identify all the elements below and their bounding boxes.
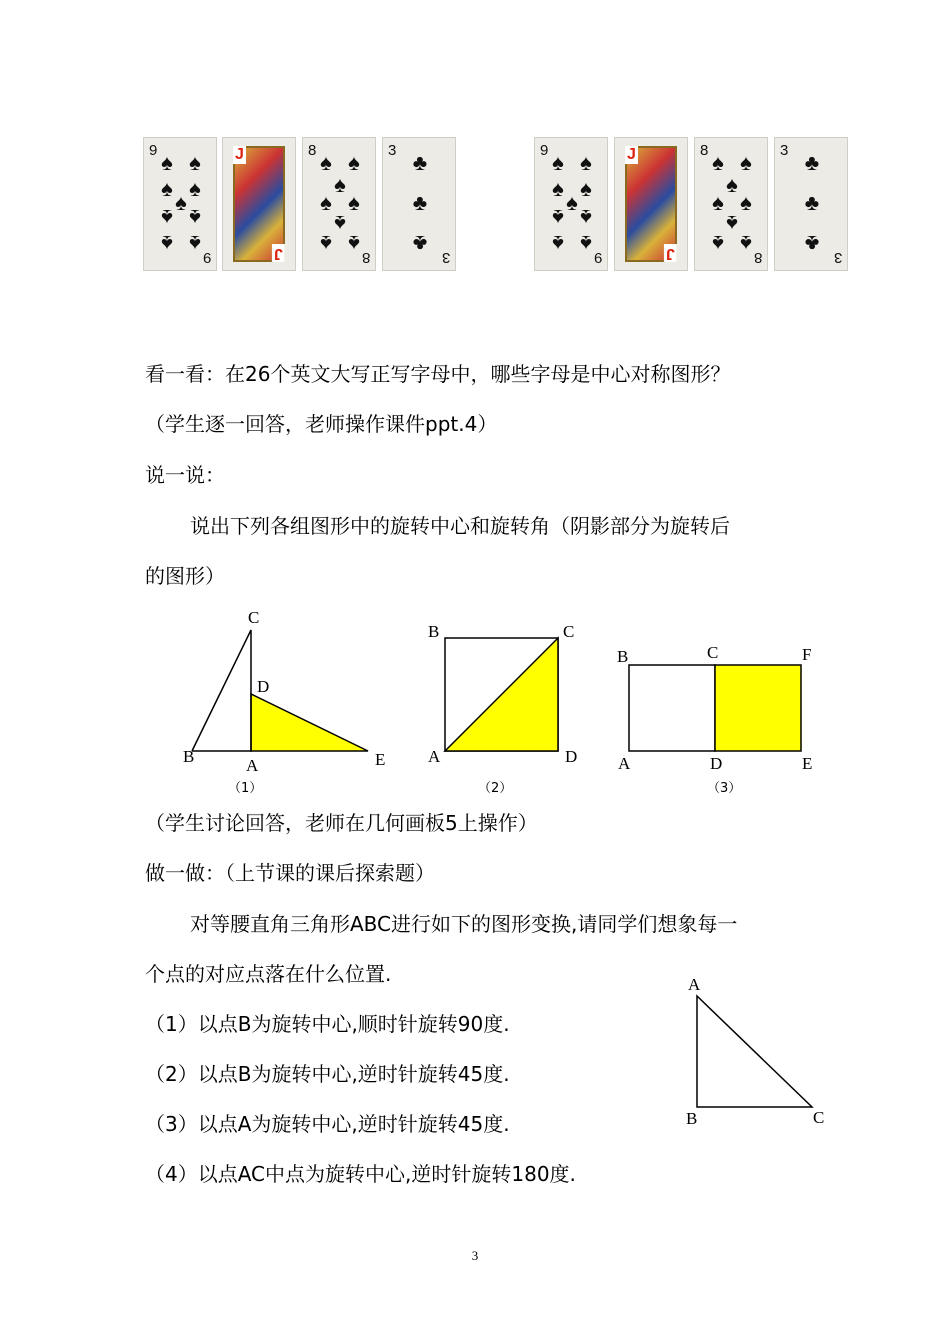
- suit-pip-icon: ♠: [320, 231, 332, 256]
- playing-card-8-spades: 8 8 ♠ ♠ ♠ ♠ ♠ ♠ ♠ ♠: [694, 137, 768, 271]
- discuss-note: （学生讨论回答，老师在几何画板5上操作）: [145, 811, 538, 835]
- suit-pip-icon: ♠: [726, 211, 738, 236]
- card-pips: [315, 152, 363, 256]
- fig2-label-C: C: [563, 622, 575, 641]
- suit-pip-icon: ♣: [412, 231, 428, 256]
- fig3-label-D: D: [710, 754, 723, 773]
- playing-card-jack-diamonds: [222, 137, 296, 271]
- suit-pip-icon: ♠: [320, 150, 332, 175]
- suit-pip-icon: ♠: [712, 231, 724, 256]
- say-description-line1: 说出下列各组图形中的旋转中心和旋转角（阴影部分为旋转后: [190, 514, 730, 538]
- suit-pip-icon: ♠: [189, 231, 201, 256]
- task-item-4: （4）以点AC中点为旋转中心,逆时针旋转180度.: [145, 1162, 576, 1186]
- suit-pip-icon: ♠: [740, 190, 752, 215]
- suit-pip-icon: ♠: [726, 172, 738, 197]
- say-title: 说一说：: [145, 463, 225, 487]
- suit-pip-icon: ♠: [348, 150, 360, 175]
- playing-card-3-clubs: 3 3 ♣ ♣ ♣: [382, 137, 456, 271]
- fig1-label-D: D: [257, 677, 270, 696]
- card-pips: [156, 152, 204, 256]
- suit-pip-icon: ♣: [804, 231, 820, 256]
- playing-card-jack-diamonds: [614, 137, 688, 271]
- suit-pip-icon: ♠: [580, 176, 592, 201]
- card-pips: [707, 152, 755, 256]
- suit-pip-icon: ♠: [334, 172, 346, 197]
- triangle-abc: [697, 996, 812, 1107]
- card-pips: [395, 152, 443, 256]
- figure-2: [428, 622, 577, 796]
- fig3-shaded-square: [715, 665, 801, 751]
- fig2-label-B: B: [428, 622, 440, 641]
- suit-pip-icon: ♠: [348, 190, 360, 215]
- do-description-line2: 个点的对应点落在什么位置.: [145, 962, 392, 986]
- fig1-caption: （1）: [228, 781, 263, 796]
- playing-card-9-spades: 9 9 ♠ ♠ ♠ ♠ ♠ ♠ ♠ ♠ ♠: [534, 137, 608, 271]
- suit-pip-icon: ♠: [552, 231, 564, 256]
- say-description-line2: 的图形）: [145, 564, 225, 588]
- tri-label-B: B: [686, 1109, 698, 1128]
- suit-pip-icon: ♠: [320, 190, 332, 215]
- suit-pip-icon: ♣: [412, 190, 428, 215]
- suit-pip-icon: ♠: [175, 190, 187, 215]
- suit-pip-icon: ♠: [552, 150, 564, 175]
- fig3-label-E: E: [802, 754, 813, 773]
- fig2-label-D: D: [565, 747, 578, 766]
- jack-face-image: J J: [235, 146, 283, 262]
- suit-pip-icon: ♠: [189, 176, 201, 201]
- card-pips: [787, 152, 835, 256]
- fig3-caption: （3）: [707, 781, 742, 796]
- look-note: （学生逐一回答，老师操作课件ppt.4）: [145, 412, 498, 436]
- look-question: 看一看：在26个英文大写正写字母中，哪些字母是中心对称图形？: [145, 362, 731, 386]
- page-number: 3: [471, 1248, 479, 1263]
- suit-pip-icon: ♠: [189, 205, 201, 230]
- suit-pip-icon: ♠: [161, 176, 173, 201]
- suit-pip-icon: ♠: [161, 231, 173, 256]
- do-title: 做一做：（上节课的课后探索题）: [145, 861, 435, 885]
- suit-pip-icon: ♠: [348, 231, 360, 256]
- suit-pip-icon: ♣: [412, 150, 428, 175]
- task-item-2: （2）以点B为旋转中心,逆时针旋转45度.: [145, 1062, 510, 1086]
- suit-pip-icon: ♠: [740, 150, 752, 175]
- fig1-outline-triangle: [192, 630, 251, 751]
- suit-pip-icon: ♠: [580, 150, 592, 175]
- fig1-label-C: C: [248, 608, 260, 627]
- suit-pip-icon: ♠: [161, 150, 173, 175]
- task-item-3: （3）以点A为旋转中心,逆时针旋转45度.: [145, 1112, 510, 1136]
- fig2-label-A: A: [428, 747, 441, 766]
- suit-pip-icon: ♠: [189, 150, 201, 175]
- playing-card-9-spades: 9 9 ♠ ♠ ♠ ♠ ♠ ♠ ♠ ♠ ♠: [143, 137, 217, 271]
- suit-pip-icon: ♠: [334, 211, 346, 236]
- suit-pip-icon: ♠: [740, 231, 752, 256]
- fig3-label-A: A: [618, 754, 631, 773]
- isosceles-right-triangle: [670, 970, 840, 1130]
- task-item-1: （1）以点B为旋转中心,顺时针旋转90度.: [145, 1012, 510, 1036]
- suit-pip-icon: ♣: [804, 150, 820, 175]
- suit-pip-icon: ♠: [552, 176, 564, 201]
- suit-pip-icon: ♠: [552, 205, 564, 230]
- suit-pip-icon: ♠: [712, 190, 724, 215]
- suit-pip-icon: ♣: [804, 190, 820, 215]
- fig3-label-C: C: [707, 643, 719, 662]
- fig3-left-square: [629, 665, 715, 751]
- fig3-label-B: B: [617, 647, 629, 666]
- rotation-figures: [0, 600, 950, 800]
- playing-card-3-clubs: 3 3 ♣ ♣ ♣: [774, 137, 848, 271]
- suit-pip-icon: ♠: [580, 231, 592, 256]
- tri-label-C: C: [813, 1108, 825, 1127]
- fig1-label-E: E: [375, 750, 386, 769]
- do-description-line1: 对等腰直角三角形ABC进行如下的图形变换,请同学们想象每一: [190, 912, 738, 936]
- fig1-shaded-triangle: [251, 694, 368, 751]
- fig1-label-A: A: [246, 756, 259, 775]
- playing-card-8-spades: 8 8 ♠ ♠ ♠ ♠ ♠ ♠ ♠ ♠: [302, 137, 376, 271]
- fig2-caption: （2）: [478, 781, 513, 796]
- fig3-label-F: F: [802, 645, 812, 664]
- fig2-shaded-triangle: [445, 638, 558, 751]
- figure-1: [183, 608, 385, 796]
- suit-pip-icon: ♠: [712, 150, 724, 175]
- fig1-label-B: B: [183, 747, 195, 766]
- suit-pip-icon: ♠: [161, 205, 173, 230]
- jack-face-image: J J: [627, 146, 675, 262]
- tri-label-A: A: [688, 975, 701, 994]
- card-pips: [547, 152, 595, 256]
- suit-pip-icon: ♠: [566, 190, 578, 215]
- figure-3: [617, 643, 812, 796]
- suit-pip-icon: ♠: [580, 205, 592, 230]
